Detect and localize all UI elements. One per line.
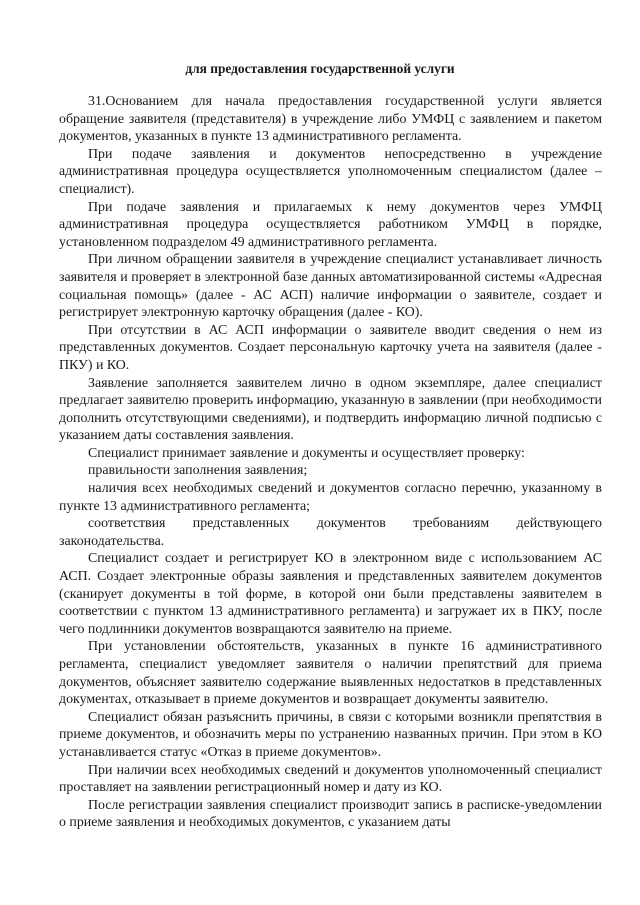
paragraph-registration: Специалист создает и регистрирует КО в электронном виде с использованием АС АСП. Создает электронные образы заявления и представленных заявителем документов (сканирует документы в той форме, в которой они были представлены заявителем в соответствии с пунктом 13 административного регламента) и загружает их в ПКУ, после чего подлинники документов возвращаются заявителю на приеме. — [59, 551, 602, 637]
document-heading: для предоставления государственной услуги — [185, 61, 455, 76]
paragraph-verification-intro: Специалист принимает заявление и документы и осуществляет проверку: — [88, 445, 525, 461]
paragraph-registration-number: При наличии всех необходимых сведений и документов уполномоченный специалист проставляет на заявлении регистрационный номер и дату из КО. — [59, 762, 602, 796]
document-body — [59, 93, 602, 832]
paragraph-application-filling: Заявление заполняется заявителем лично в одном экземпляре, далее специалист предлагает заявителю проверить информацию, указанную в заявлении (при необходимости дополнить отсутствующими сведениями), и подтвердить информацию личной подписью с указанием даты составления заявления. — [59, 375, 602, 444]
paragraph-personal-visit: При личном обращении заявителя в учреждение специалист устанавливает личность заявителя и проверяет в электронной базе данных автоматизированной системы «Адресная социальная помощь» (далее - АС АСП) наличие информации о заявителе, создает и регистрирует электронную карточку обращения (далее - КО). — [59, 252, 602, 321]
paragraph-explanation: Специалист обязан разъяснить причины, в связи с которыми возникли препятствия в приеме документов, и обозначить меры по устранению названных причин. При этом в КО устанавливается статус «Отказ в приеме документов». — [59, 709, 602, 760]
list-item-completeness: наличия всех необходимых сведений и документов согласно перечню, указанному в пункте 13 административного регламента; — [59, 481, 602, 514]
paragraph-no-info: При отсутствии в АС АСП информации о заявителе вводит сведения о нем из представленных документов. Создает персональную карточку учета на заявителя (далее - ПКУ) и КО. — [59, 322, 602, 373]
paragraph-umfc-submission: При подаче заявления и прилагаемых к нему документов через УМФЦ административная процедура осуществляется работником УМФЦ в порядке, установленном подразделом 49 административного регламента. — [59, 199, 602, 250]
paragraph-receipt: После регистрации заявления специалист производит запись в расписке-уведомлении о приеме заявления и необходимых документов, с указанием даты — [59, 797, 602, 831]
paragraph-direct-submission: При подаче заявления и документов непосредственно в учреждение административная процедура осуществляется уполномоченным специалистом (далее – специалист). — [59, 146, 602, 197]
paragraph-grounds: 31.Основанием для начала предоставления государственной услуги является обращение заявителя (представителя) в учреждение либо УМФЦ с заявлением и пакетом документов, указанных в пункте 13 административного регламента. — [59, 94, 602, 145]
list-item-correctness: правильности заполнения заявления; — [88, 463, 308, 479]
paragraph-obstacles: При установлении обстоятельств, указанных в пункте 16 административного регламента, специалист уведомляет заявителя о наличии препятствий для приема документов, объясняет заявителю содержание выявленных недостатков в представленных документах, отказывает в приеме документов и возвращает документы заявителю. — [59, 639, 602, 708]
list-item-compliance: соответствия представленных документов требованиям действующего законодательства. — [59, 516, 602, 549]
